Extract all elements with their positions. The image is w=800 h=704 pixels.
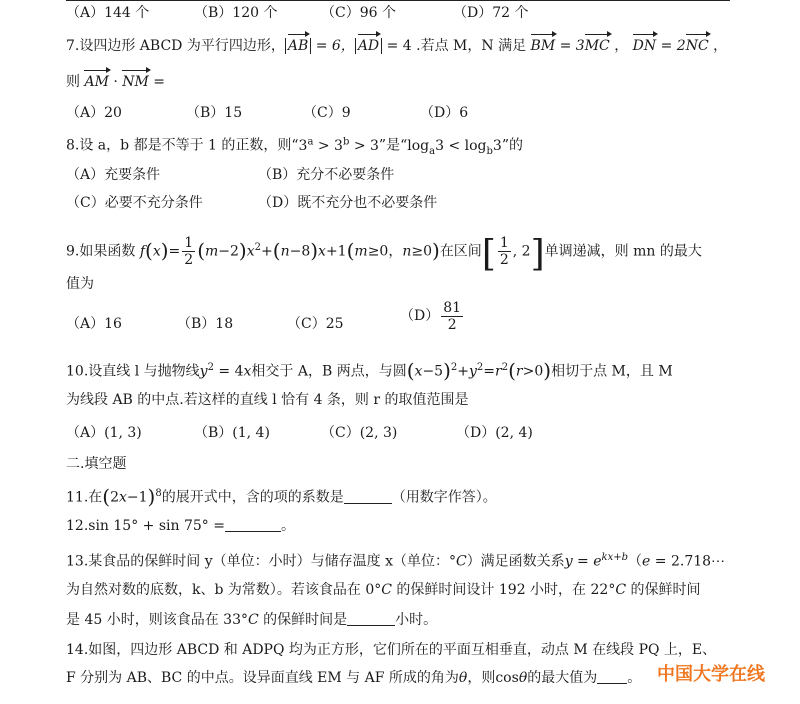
q8-option-d: （D）既不充分也不必要条件 xyxy=(258,195,438,211)
q7-option-a: （A）20 xyxy=(66,105,122,121)
q12-answer-blank[interactable] xyxy=(225,517,281,532)
top-rule xyxy=(66,0,730,1)
q10-option-a: （A）(1, 3) xyxy=(66,425,142,441)
q10-option-c: （C）(2, 3) xyxy=(321,425,398,441)
q6-option-a: （A）144 个 xyxy=(66,5,150,21)
q7-option-b: （B）15 xyxy=(186,105,243,121)
q8-option-b: （B）充分不必要条件 xyxy=(258,167,395,183)
question-13-line-1: 13.某食品的保鲜时间 y（单位：小时）与储存温度 x（单位：°C）满足函数关系$y = e^{kx+b}(e$ = 2.718⋯ xyxy=(66,552,726,570)
q6-option-d: （D）72 个 xyxy=(453,5,529,21)
q6-option-b: （B）120 个 xyxy=(194,5,278,21)
question-14-line-2: F 分别为 AB、BC 的中点。设异面直线 EM 与 AF 所成的角为θ，则cosθ的最大值为 。 xyxy=(66,670,642,686)
q13-answer-blank[interactable] xyxy=(347,611,395,626)
q9-option-d: （D） $\frac{81}{2}$ xyxy=(400,299,462,333)
question-10-line-1: 10.设直线 l 与抛物线$y^2 = 4x$相交于 A，B 两点，与圆$(x-5)^2+y^2=r^2(r>0)$相切于点 M，且 M xyxy=(66,358,673,383)
section-title: 二.填空题 xyxy=(66,456,127,472)
q14-answer-blank[interactable] xyxy=(597,669,627,684)
q9-option-c: （C）25 xyxy=(287,316,344,332)
question-7-line-1: 7.设四边形 ABCD 为平行四边形， AB = 6， AD = 4 .若点 M，N 满足 BM = 3MC ， DN = 2NC ， xyxy=(66,38,728,54)
q10-option-b: （B）(1, 4) xyxy=(194,425,270,441)
question-7-line-2: 则 AM · NM = xyxy=(66,74,166,90)
q10-option-d: （D）(2, 4) xyxy=(456,425,533,441)
question-13-line-2: 为自然对数的底数，k、b 为常数）。若该食品在 0°C 的保鲜时间设计 192 小时，在 22°C 的保鲜时间 xyxy=(66,582,701,598)
question-10-line-2: 为线段 AB 的中点.若这样的直线 l 恰有 4 条，则 r 的取值范围是 xyxy=(66,392,469,408)
question-11: 11.在$(2x-1)^8$的展开式中，含的项的系数是 （用数字作答）。 xyxy=(66,484,497,509)
q9-option-a: （A）16 xyxy=(66,316,122,332)
q7-option-c: （C）9 xyxy=(303,105,351,121)
question-9-line-1: 9.如果函数 f(x)= $\frac{1}{2}$ $(m-2)x^2+(n-8)x+1(m\ge 0$，n≥0)在区间[ $\frac{1}{2}$ , 2]单调递减，则 mn 的最大 xyxy=(66,233,702,275)
watermark-logo: 中国大学在线 xyxy=(657,664,765,685)
question-14-line-1: 14.如图，四边形 ABCD 和 ADPQ 均为正方形，它们所在的平面互相垂直，动点 M 在线段 PQ 上，E、 xyxy=(66,642,717,658)
question-12: 12.sin 15° + sin 75° = 。 xyxy=(66,518,295,534)
q11-answer-blank[interactable] xyxy=(344,489,392,504)
question-8-line: 8.设 a，b 都是不等于 1 的正数，则“$3^a > 3^b > 3$”是“$\log_a3 < \log_b3$”的 xyxy=(66,136,523,157)
question-13-line-3: 是 45 小时，则该食品在 33°C 的保鲜时间是 小时。 xyxy=(66,612,438,628)
question-9-line-2: 值为 xyxy=(66,276,94,292)
q7-option-d: （D）6 xyxy=(420,105,469,121)
q8-option-c: （C）必要不充分条件 xyxy=(66,195,203,211)
q8-option-a: （A）充要条件 xyxy=(66,167,161,183)
q6-option-c: （C）96 个 xyxy=(321,5,396,21)
q9-option-b: （B）18 xyxy=(177,316,234,332)
